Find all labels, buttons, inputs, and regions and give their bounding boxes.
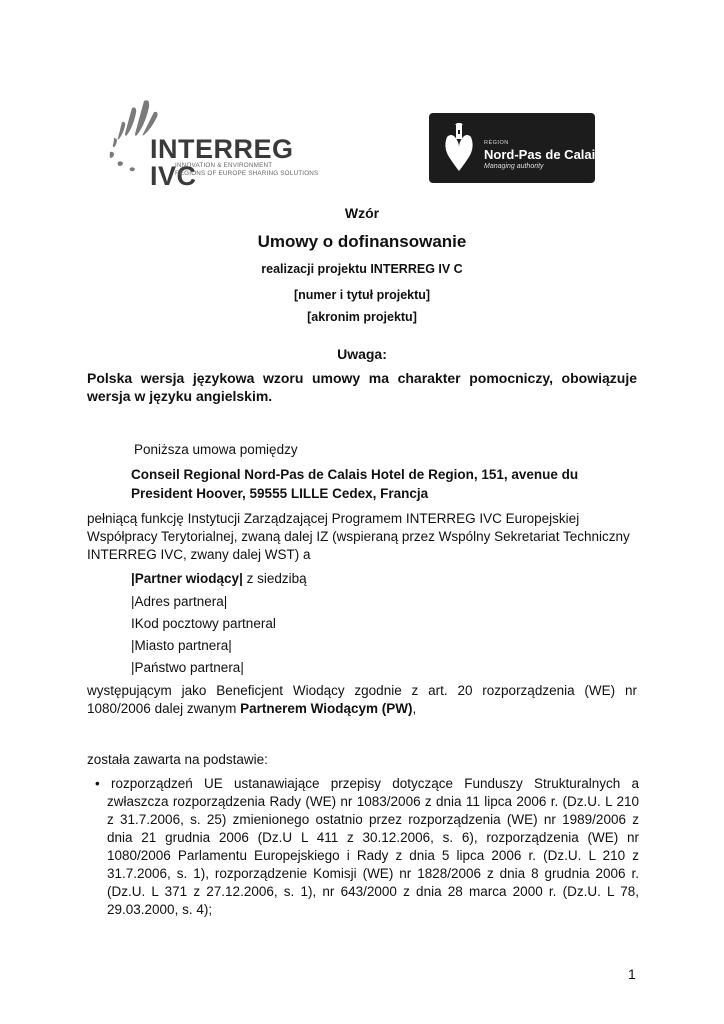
- partner-address-placeholder: |Adres partnera|: [131, 594, 228, 609]
- interreg-logo-name: INTERREG IVC: [150, 134, 294, 191]
- region-emblem-icon: [439, 123, 479, 173]
- list-item: [87, 775, 639, 919]
- note-heading: Uwaga:: [337, 346, 387, 362]
- project-number-placeholder: [numer i tytuł projektu]: [293, 288, 431, 302]
- doc-label-wzor: Wzór: [344, 205, 380, 221]
- doc-subtitle: realizacji projektu INTERREG IV C: [261, 262, 463, 276]
- doc-title: Umowy o dofinansowanie: [257, 232, 467, 251]
- lead-partner-line: [131, 570, 307, 588]
- bullet-icon: •: [95, 776, 100, 791]
- region-logo-subtitle: Managing authority: [484, 163, 544, 170]
- region-logo-label: RÉGION: [484, 140, 509, 146]
- region-logo: [429, 113, 603, 183]
- interreg-logo-tagline: [175, 162, 318, 178]
- project-acronym-placeholder: [akronim projektu]: [307, 310, 417, 324]
- lead-partner-seat: z siedzibą: [242, 571, 307, 586]
- managing-authority-address: Conseil Regional Nord-Pas de Calais Hotel de Region, 151, avenue du President Hoover, 59555 LILLE Cedex, Francja: [131, 467, 579, 501]
- intro-line: Poniższa umowa pomiędzy: [134, 442, 298, 457]
- lead-beneficiary-text: występującym jako Beneficjent Wiodący zgodnie z art. 20 rozporządzenia (WE) nr 1080/2006 dalej zwanym: [87, 683, 637, 716]
- regulations-text: rozporządzeń UE ustanawiające przepisy dotyczące Funduszy Strukturalnych a zwłaszcza rozporządzenia Rady (WE) nr 1083/2006 z dnia 11 lipca 2006 r. (Dz.U. L 210 z 31.7.2006, s. 25) zmienionego ostatnio przez rozporządzenia (WE) nr 1989/2006 z dnia 21 grudnia 2006 (Dz.U L 411 z 30.12.2006, s. 6), rozporządzenia (WE) nr 1080/2006 Parlamentu Europejskiego i Rady z dnia 5 lipca 2006 r. (Dz.U. L 210 z 31.7.2006, s. 1), rozporządzenie Komisji (WE) nr 1828/2006 z dnia 8 grudnia 2006 r. (Dz.U. L 371 z 27.12.2006, s. 1), nr 643/2000 z dnia 28 marca 2000 r. (Dz.U. L 78, 29.03.2000, s. 4);: [107, 776, 639, 917]
- note-text: Polska wersja językowa wzoru umowy ma charakter pomocniczy, obowiązuje wersja w języku angielskim.: [87, 370, 637, 404]
- partner-postcode-placeholder: IKod pocztowy partneral: [131, 616, 276, 631]
- interreg-logo: [104, 96, 344, 191]
- lead-beneficiary-end: ,: [412, 701, 417, 716]
- lead-partner-term: Partnerem Wiodącym (PW): [240, 701, 413, 716]
- partner-country-placeholder: |Państwo partnera|: [131, 660, 244, 675]
- page-number: 1: [628, 966, 636, 982]
- interreg-tagline-2: REGIONS OF EUROPE SHARING SOLUTIONS: [175, 170, 319, 177]
- partner-city-placeholder: |Miasto partnera|: [131, 638, 232, 653]
- basis-intro: została zawarta na podstawie:: [87, 752, 268, 767]
- managing-authority-role: pełniącą funkcję Instytucji Zarządzającej Programem INTERREG IVC Europejskiej Współpracy Terytorialnej, zwaną dalej IZ (wspieraną przez Wspólny Sekretariat Techniczny INTERREG IVC, zwany dalej WST) a: [87, 511, 630, 562]
- lead-partner-placeholder: |Partner wiodący|: [131, 571, 243, 586]
- lead-beneficiary-paragraph: [87, 682, 637, 718]
- interreg-tagline-1: INNOVATION & ENVIRONMENT: [175, 162, 273, 169]
- region-logo-name: Nord-Pas de Calais: [484, 147, 603, 162]
- regulations-bullet: [87, 775, 639, 919]
